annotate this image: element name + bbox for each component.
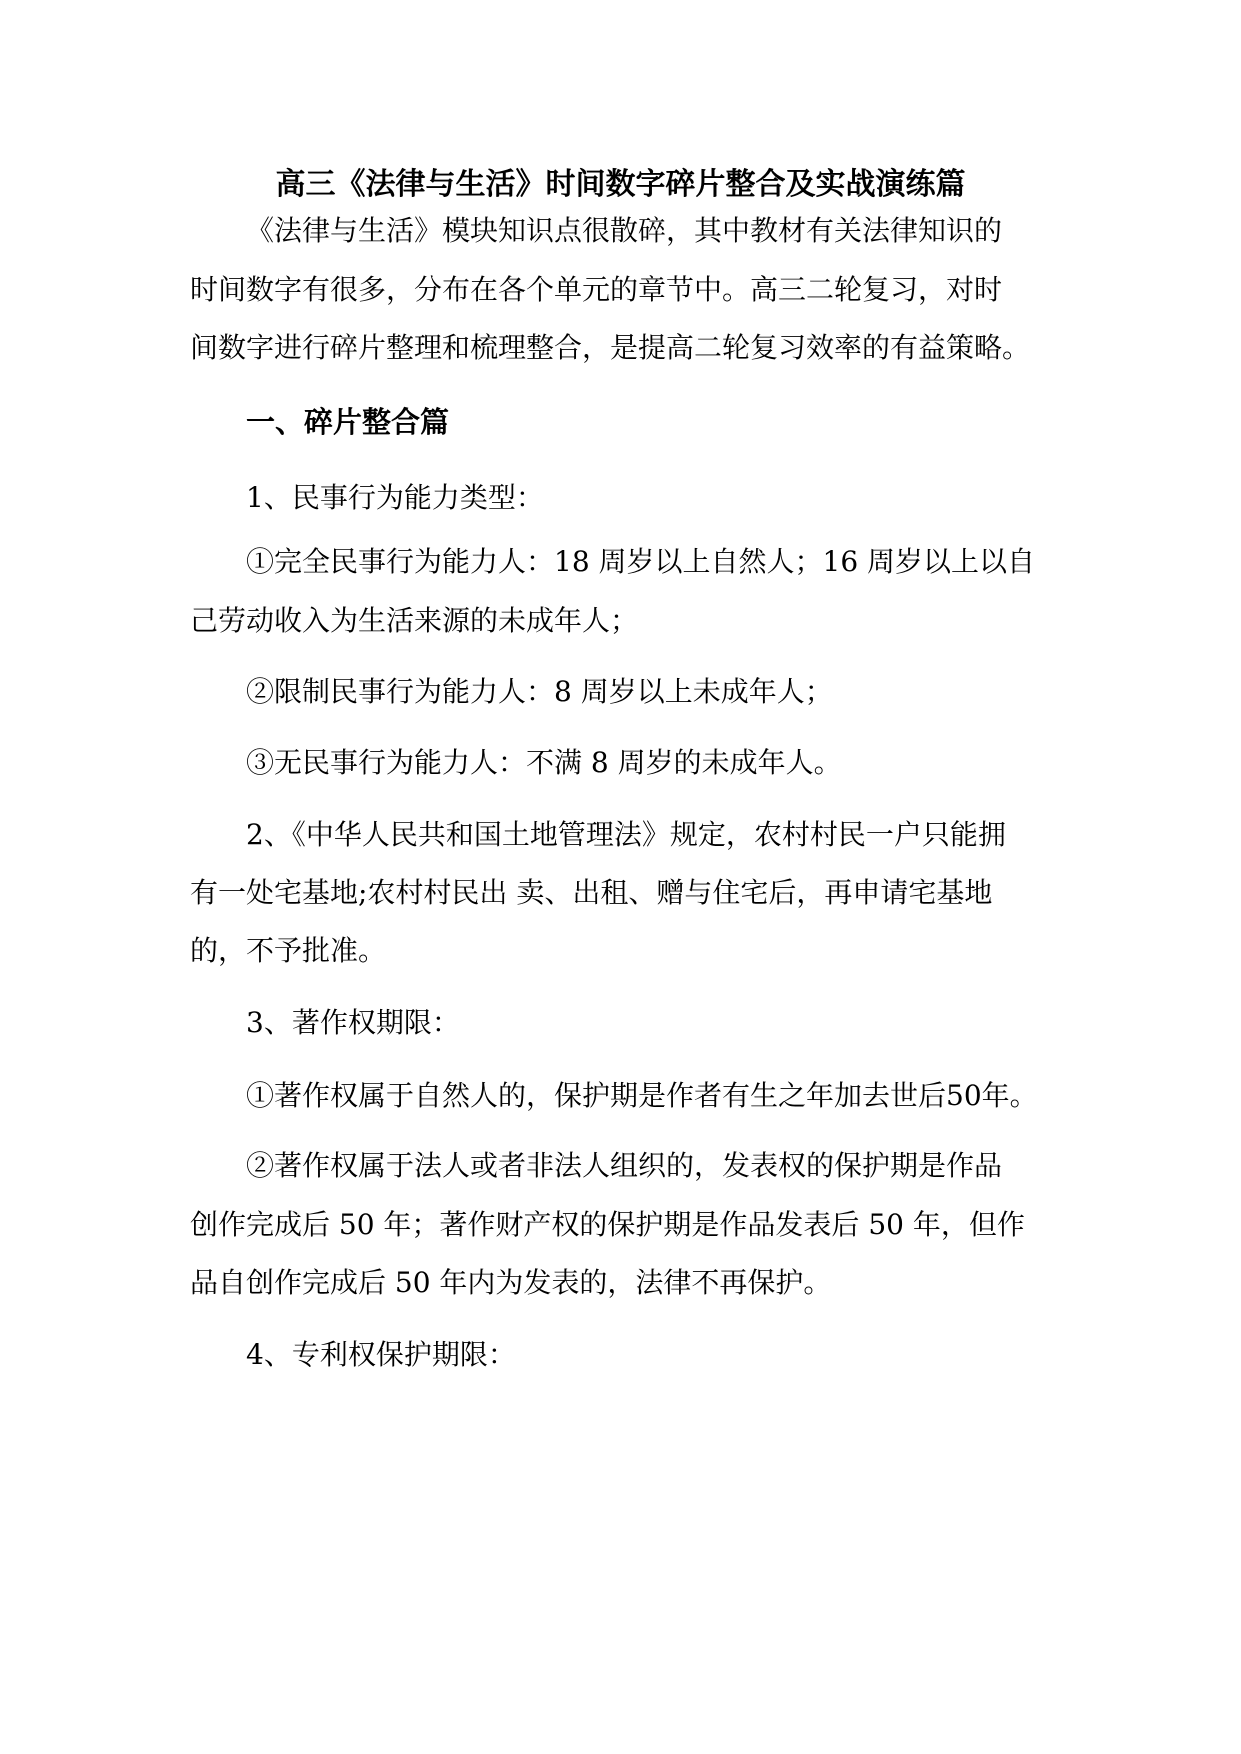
- item-1-heading: 1、民事行为能力类型：: [246, 481, 544, 514]
- item-1-point-1-line-2: 己劳动收入为生活来源的未成年人；: [190, 604, 639, 637]
- item-4-heading: 4、专利权保护期限：: [246, 1338, 516, 1371]
- item-2-line-3: 的，不予批准。: [190, 934, 387, 967]
- intro-line-2: 时间数字有很多，分布在各个单元的章节中。高三二轮复习，对时: [190, 273, 1003, 306]
- item-2-line-2: 有一处宅基地;农村村民出 卖、出租、赠与住宅后，再申请宅基地: [190, 876, 993, 909]
- section-heading: 一、碎片整合篇: [246, 405, 450, 439]
- intro-line-1: 《法律与生活》模块知识点很散碎，其中教材有关法律知识的: [246, 214, 1003, 247]
- intro-line-3: 间数字进行碎片整理和梳理整合，是提高二轮复习效率的有益策略。: [190, 331, 1031, 364]
- document-title: 高三《法律与生活》时间数字碎片整合及实战演练篇: [275, 167, 966, 202]
- item-3-point-1: ①著作权属于自然人的，保护期是作者有生之年加去世后50年。: [246, 1079, 1038, 1112]
- item-3-heading: 3、著作权期限：: [246, 1006, 460, 1039]
- item-1-point-2: ②限制民事行为能力人：8 周岁以上未成年人；: [246, 675, 833, 708]
- item-1-point-1-line-1: ①完全民事行为能力人：18 周岁以上自然人；16 周岁以上以自: [246, 545, 1036, 578]
- item-1-point-3: ③无民事行为能力人：不满 8 周岁的未成年人。: [246, 746, 842, 779]
- item-3-point-2-line-1: ②著作权属于法人或者非法人组织的，发表权的保护期是作品: [246, 1149, 1003, 1182]
- item-3-point-2-line-3: 品自创作完成后 50 年内为发表的，法律不再保护。: [190, 1266, 832, 1299]
- item-2-line-1: 2、《中华人民共和国土地管理法》规定，农村村民一户只能拥: [246, 818, 1006, 851]
- item-3-point-2-line-2: 创作完成后 50 年；著作财产权的保护期是作品发表后 50 年，但作: [190, 1208, 1025, 1241]
